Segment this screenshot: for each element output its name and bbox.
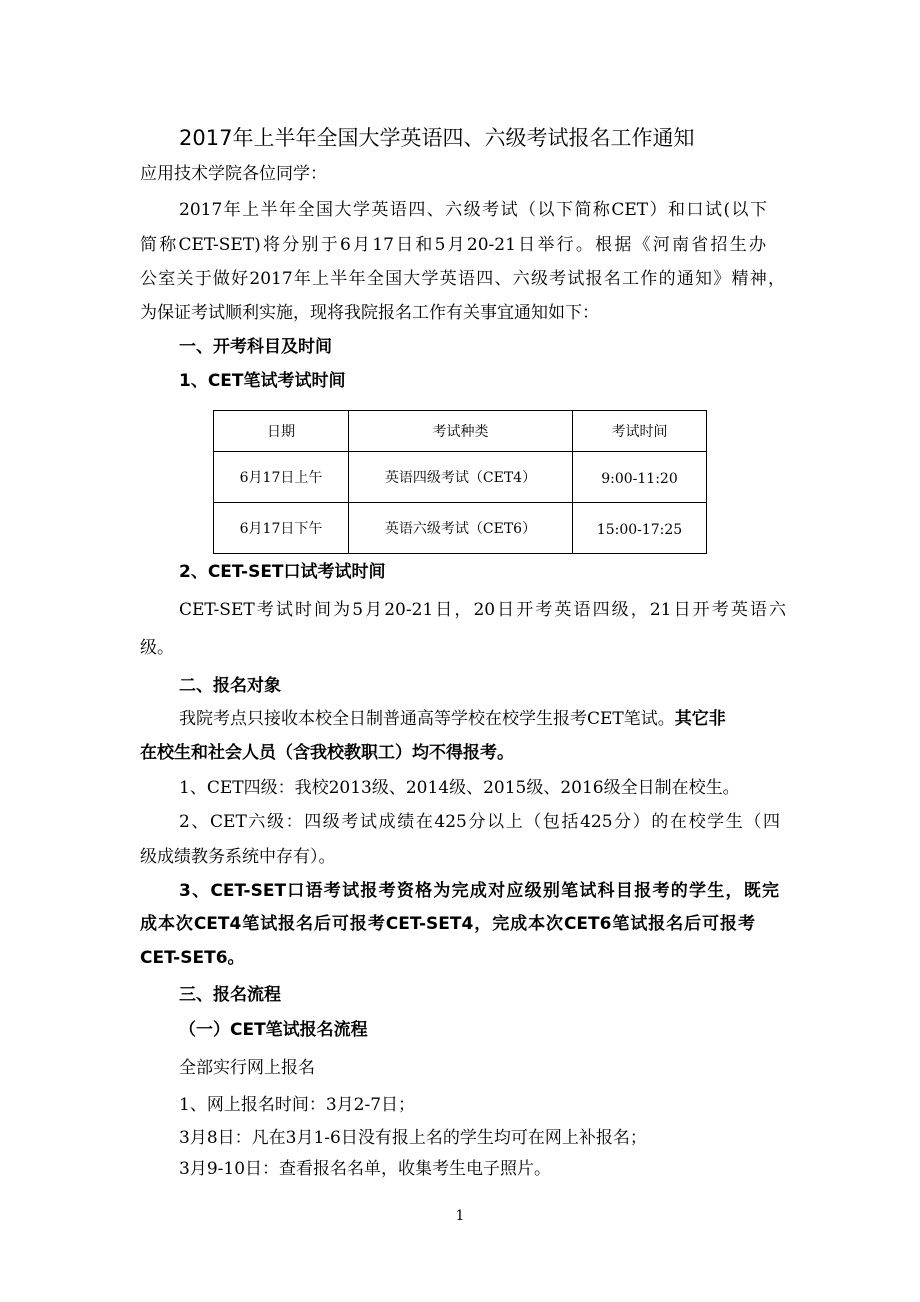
oral-line-1: CET-SET考试时间为5月20-21日，20日开考英语四级，21日开考英语六: [179, 600, 786, 620]
table-cell: 英语四级考试（CET4）: [349, 452, 573, 503]
section1-heading: 一、开考科目及时间: [179, 337, 332, 357]
intro-line-4: 为保证考试顺利实施，现将我院报名工作有关事宜通知如下：: [140, 303, 599, 323]
table-cell: 6月17日下午: [214, 503, 349, 554]
section3-sub1-note: 全部实行网上报名: [179, 1058, 315, 1078]
table-row: [214, 452, 707, 503]
eligibility-paragraph-line-1: [179, 708, 726, 730]
section1-sub1: 1、CET笔试考试时间: [179, 371, 346, 391]
table-cell: 英语六级考试（CET6）: [349, 503, 573, 554]
intro-line-2: 简称CET-SET)将分别于6月17日和5月20-21日举行。根据《河南省招生办: [140, 235, 766, 255]
cetset-eligibility-line-1: 3、CET-SET口语考试报考资格为完成对应级别笔试科目报考的学生，既完: [179, 881, 779, 901]
section1-sub2: 2、CET-SET口试考试时间: [179, 562, 386, 582]
cet4-eligibility: 1、CET四级：我校2013级、2014级、2015级、2016级全日制在校生。: [179, 778, 740, 798]
exam-schedule-table: [213, 410, 707, 554]
eligibility-normal-text: 我院考点只接收本校全日制普通高等学校在校学生报考CET笔试。: [179, 709, 675, 729]
table-cell: 6月17日上午: [214, 452, 349, 503]
table-header-row: [214, 411, 707, 452]
intro-line-3: 公室关于做好2017年上半年全国大学英语四、六级考试报名工作的通知》精神，: [140, 269, 785, 289]
cetset-eligibility-line-3: CET-SET6。: [140, 948, 245, 968]
intro-line-1: 2017年上半年全国大学英语四、六级考试（以下简称CET）和口试(以下: [179, 200, 767, 220]
table-header-cell: 考试种类: [349, 411, 573, 452]
table-header-cell: 日期: [214, 411, 349, 452]
table-header-cell: 考试时间: [573, 411, 707, 452]
section3-heading: 三、报名流程: [179, 985, 281, 1005]
eligibility-bold-text: 其它非: [674, 709, 726, 729]
late-registration: 3月8日：凡在3月1-6日没有报上名的学生均可在网上补报名；: [179, 1128, 647, 1148]
salutation: 应用技术学院各位同学：: [140, 164, 327, 184]
section3-sub1: （一）CET笔试报名流程: [179, 1020, 368, 1040]
cetset-eligibility-line-2: 成本次CET4笔试报名后可报考CET-SET4，完成本次CET6笔试报名后可报考: [140, 914, 755, 934]
registration-time: 1、网上报名时间：3月2-7日；: [179, 1095, 416, 1115]
section2-heading: 二、报名对象: [179, 676, 281, 696]
cet6-eligibility-line-1: 2、CET六级：四级考试成绩在425分以上（包括425分）的在校学生（四: [179, 812, 780, 832]
eligibility-paragraph-line-2: 在校生和社会人员（含我校教职工）均不得报考。: [140, 743, 514, 763]
cet6-eligibility-line-2: 级成绩教务系统中存有）。: [140, 847, 336, 867]
page-number: 1: [455, 1208, 465, 1224]
oral-line-2: 级。: [140, 638, 174, 658]
table-row: [214, 503, 707, 554]
page-title: 2017年上半年全国大学英语四、六级考试报名工作通知: [179, 126, 695, 150]
table-cell: 15:00-17:25: [573, 503, 707, 554]
review-list: 3月9-10日：查看报名名单，收集考生电子照片。: [179, 1159, 552, 1179]
table-cell: 9:00-11:20: [573, 452, 707, 503]
